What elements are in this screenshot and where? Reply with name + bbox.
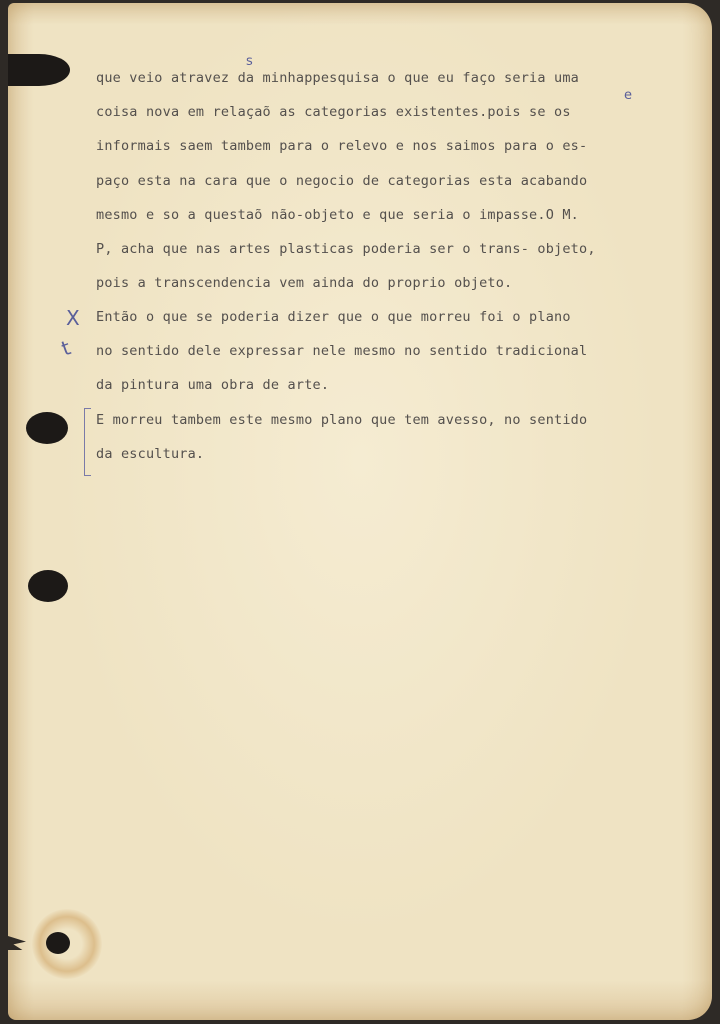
text-line: da pintura uma obra de arte. bbox=[96, 377, 330, 393]
text-line: Então o que se poderia dizer que o que morreu foi o plano bbox=[96, 309, 571, 325]
margin-mark: X bbox=[66, 306, 80, 330]
margin-mark: t bbox=[58, 335, 74, 361]
text-line: paço esta na cara que o negocio de categorias esta acabando bbox=[96, 173, 588, 189]
text-line: da escultura. bbox=[96, 446, 205, 462]
punch-hole bbox=[28, 570, 68, 602]
punch-hole bbox=[8, 54, 70, 86]
text-line: informais saem tambem para o relevo e nos saimos para o es- bbox=[96, 138, 588, 154]
text-line: mesmo e so a questaõ não-objeto e que seria o impasse.O M. bbox=[96, 207, 580, 223]
punch-hole bbox=[46, 932, 70, 954]
text-line: que veio atravez da minhappesquisa o que eu faço seria uma bbox=[96, 70, 580, 86]
handwritten-insert: s bbox=[246, 54, 253, 69]
margin-bracket bbox=[84, 408, 91, 476]
text-line: coisa nova em relaçaõ as categorias existentes.pois se os bbox=[96, 104, 571, 120]
text-line: E morreu tambem este mesmo plano que tem avesso, no sentido bbox=[96, 412, 588, 428]
handwritten-insert: e bbox=[624, 88, 632, 103]
paper-sheet bbox=[8, 3, 712, 1020]
text-line: pois a transcendencia vem ainda do proprio objeto. bbox=[96, 275, 513, 291]
text-line: P, acha que nas artes plasticas poderia ser o trans- objeto, bbox=[96, 241, 596, 257]
punch-hole bbox=[26, 412, 68, 444]
text-line: no sentido dele expressar nele mesmo no sentido tradicional bbox=[96, 343, 588, 359]
